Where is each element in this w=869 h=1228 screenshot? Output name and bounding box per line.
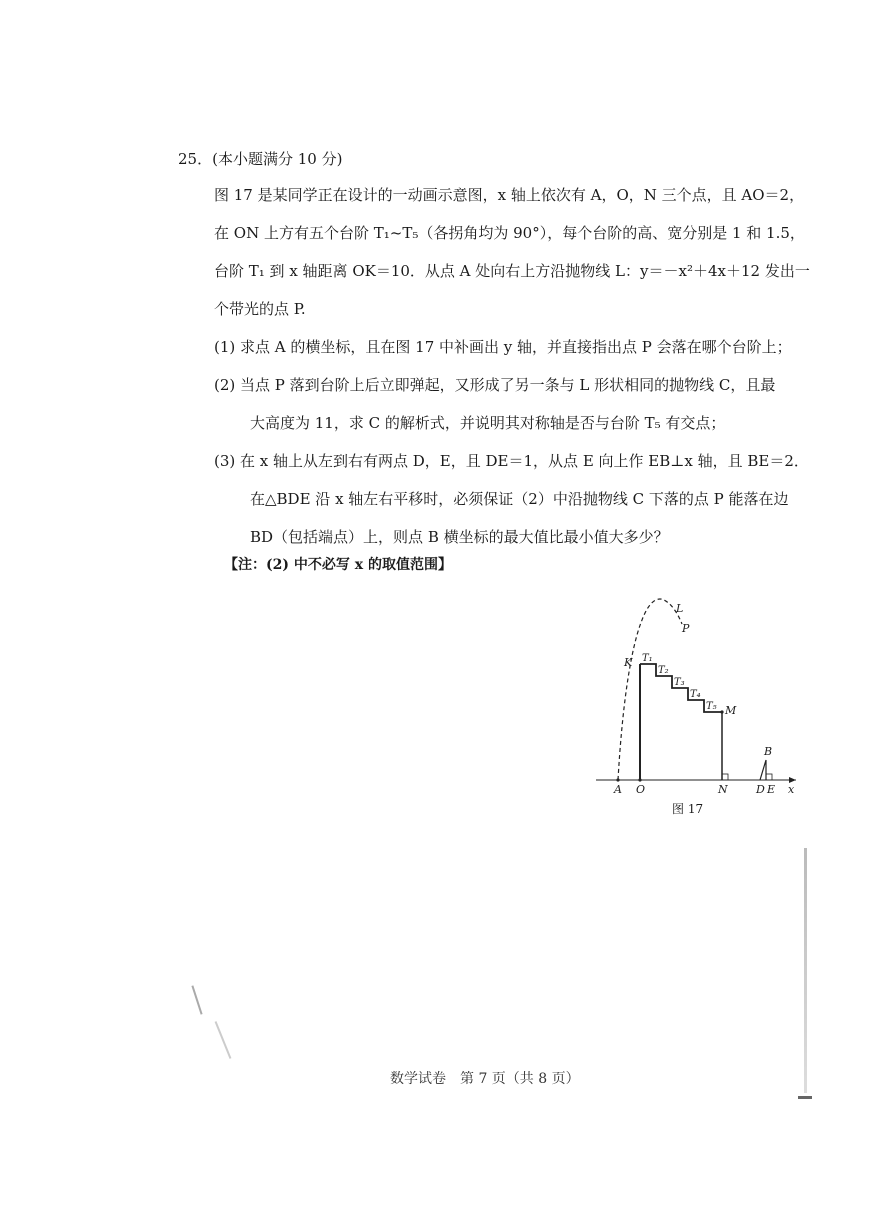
intro-line-1: 图 17 是某同学正在设计的一动画示意图，x 轴上依次有 A，O，N 三个点，且 AO＝2， <box>214 186 805 204</box>
label-E: E <box>767 783 776 796</box>
label-T3: T₃ <box>674 677 685 688</box>
scan-edge-mark <box>798 1096 812 1099</box>
label-K: K <box>624 656 633 669</box>
intro-line-2: 在 ON 上方有五个台阶 T₁~T₅（各拐角均为 90°），每个台阶的高、宽分别是 1 和 1.5， <box>214 224 805 242</box>
intro-line-4: 个带光的点 P. <box>214 300 306 318</box>
label-x: x <box>788 783 795 796</box>
label-A: A <box>614 783 622 796</box>
label-D: D <box>756 783 765 796</box>
intro-line-3: 台阶 T₁ 到 x 轴距离 OK＝10．从点 A 处向右上方沿抛物线 L：y＝－x²＋4x＋12 发出一 <box>214 262 810 280</box>
label-B: B <box>764 745 773 758</box>
right-angle-N <box>722 774 728 780</box>
label-L: L <box>676 602 684 615</box>
scan-edge-line <box>804 848 807 1093</box>
figure-17 <box>590 590 810 820</box>
figure-caption: 图 17 <box>672 802 704 816</box>
point-A <box>616 778 619 781</box>
triangle-BDE <box>760 760 766 780</box>
point-M <box>720 710 723 713</box>
part-3-line-3: BD（包括端点）上，则点 B 横坐标的最大值比最小值大多少？ <box>250 528 669 546</box>
label-T2: T₂ <box>658 665 669 676</box>
part-3-line-2: 在△BDE 沿 x 轴左右平移时，必须保证（2）中沿抛物线 C 下落的点 P 能落在边 <box>250 490 789 508</box>
label-T4: T₄ <box>690 689 701 700</box>
label-T5: T₅ <box>706 701 717 712</box>
page-footer: 数学试卷 第 7 页（共 8 页） <box>390 1071 580 1087</box>
label-T1: T₁ <box>642 653 653 664</box>
part-3-line-1: (3) 在 x 轴上从左到右有两点 D，E，且 DE＝1，从点 E 向上作 EB⊥x 轴，且 BE＝2． <box>214 452 809 470</box>
part-2-line-2: 大高度为 11，求 C 的解析式，并说明其对称轴是否与台阶 T₅ 有交点； <box>250 414 726 432</box>
scan-scratch <box>215 1021 232 1059</box>
point-O <box>638 778 641 781</box>
label-O: O <box>636 783 646 796</box>
note: 【注：(2) 中不必写 x 的取值范围】 <box>224 557 452 573</box>
scan-scratch <box>191 985 202 1014</box>
part-2-line-1: (2) 当点 P 落到台阶上后立即弹起，又形成了另一条与 L 形状相同的抛物线 C，且最 <box>214 376 776 394</box>
parabola-L <box>618 599 682 780</box>
label-P: P <box>682 622 690 635</box>
right-angle-E <box>766 774 772 780</box>
label-N: N <box>718 783 728 796</box>
label-M: M <box>725 704 737 717</box>
part-1: (1) 求点 A 的横坐标，且在图 17 中补画出 y 轴，并直接指出点 P 会落在哪个台阶上； <box>214 338 792 356</box>
question-number: 25．(本小题满分 10 分) <box>178 150 343 168</box>
